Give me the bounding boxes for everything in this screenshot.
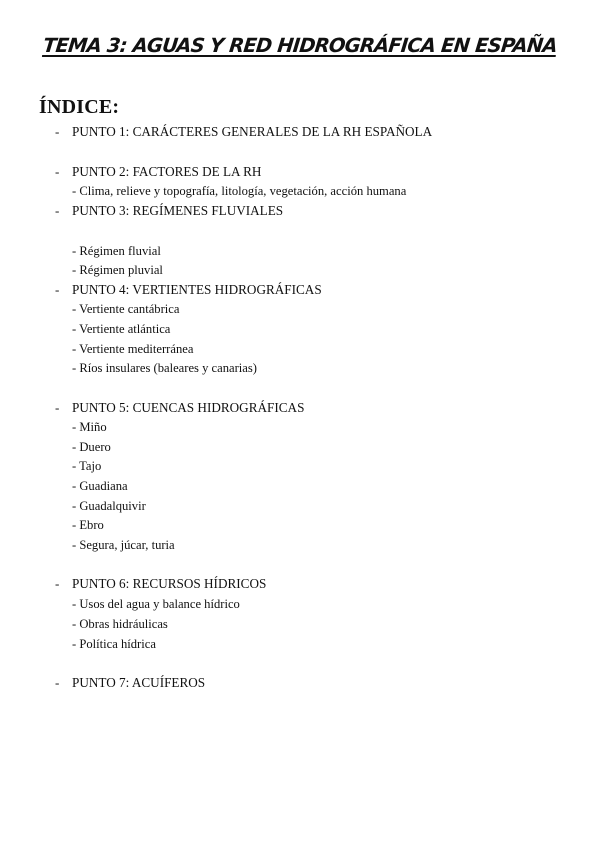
list-item: - Usos del agua y balance hídrico	[72, 597, 240, 611]
list-item: - Vertiente atlántica	[72, 322, 171, 336]
bullet-marker: -	[55, 282, 60, 297]
bullet-marker: -	[55, 164, 60, 179]
list-item: - Régimen pluvial	[72, 263, 163, 277]
list-item: - Ríos insulares (baleares y canarias)	[72, 361, 257, 375]
list-item: - Obras hidráulicas	[72, 617, 168, 631]
list-item: - Guadalquivir	[72, 499, 146, 513]
list-item: - Duero	[72, 440, 111, 454]
list-item: - Tajo	[72, 459, 102, 473]
list-item: - Régimen fluvial	[72, 244, 161, 258]
section-heading: PUNTO 5: CUENCAS HIDROGRÁFICAS	[72, 400, 305, 415]
list-item: - Miño	[72, 420, 107, 434]
page-title: TEMA 3: AGUAS Y RED HIDROGRÁFICA EN ESPAÑA	[41, 34, 559, 57]
bullet-marker: -	[55, 203, 60, 218]
list-item: - Política hídrica	[72, 637, 156, 651]
list-item: - Vertiente mediterránea	[72, 342, 194, 356]
bullet-marker: -	[55, 124, 60, 139]
index-heading: ÍNDICE:	[39, 96, 120, 118]
section-heading: PUNTO 4: VERTIENTES HIDROGRÁFICAS	[72, 282, 322, 297]
list-item: - Vertiente cantábrica	[72, 302, 180, 316]
bullet-marker: -	[55, 400, 60, 415]
bullet-marker: -	[55, 576, 60, 591]
section-heading: PUNTO 3: REGÍMENES FLUVIALES	[72, 203, 284, 218]
section-heading: PUNTO 2: FACTORES DE LA RH	[72, 164, 262, 179]
list-item: - Segura, júcar, turia	[72, 538, 175, 552]
list-item: - Guadiana	[72, 479, 128, 493]
list-item: - Ebro	[72, 518, 104, 532]
section-heading: PUNTO 7: ACUÍFEROS	[72, 675, 206, 690]
section-heading: PUNTO 6: RECURSOS HÍDRICOS	[72, 576, 267, 591]
bullet-marker: -	[55, 675, 60, 690]
list-item: - Clima, relieve y topografía, litología, vegetación, acción humana	[72, 184, 407, 198]
section-heading: PUNTO 1: CARÁCTERES GENERALES DE LA RH ESPAÑOLA	[72, 124, 433, 139]
